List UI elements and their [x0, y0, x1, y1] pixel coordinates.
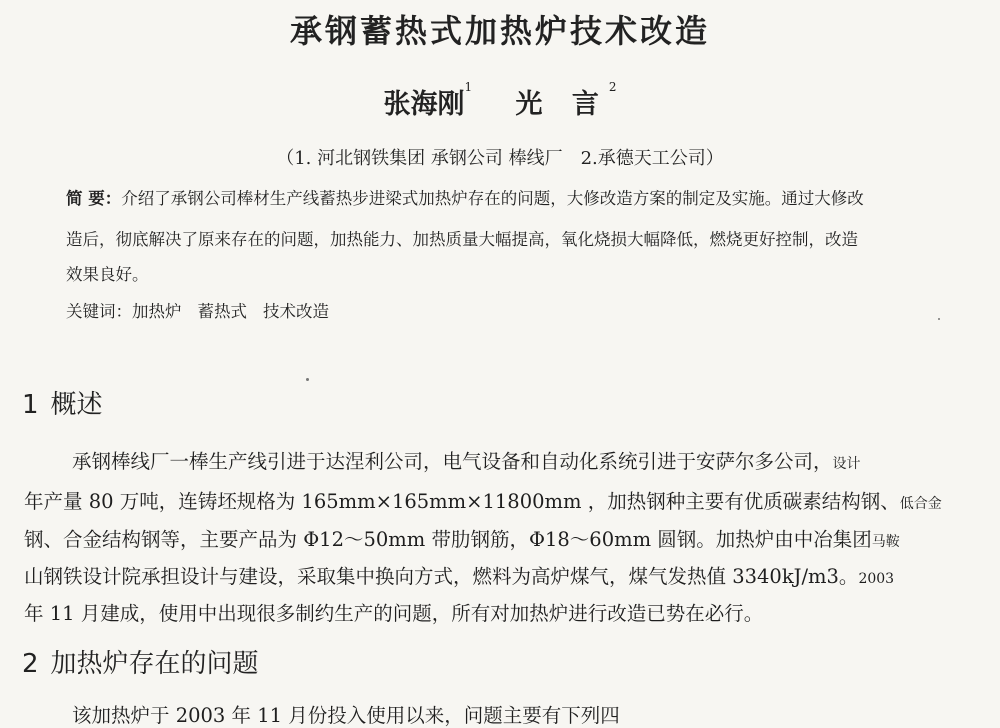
affiliation: （1. 河北钢铁集团 承钢公司 棒线厂 2.承德天工公司）: [276, 148, 724, 169]
keyword: 蓄热式: [197, 302, 247, 321]
abstract-line-1: 简 要：介绍了承钢公司棒材生产线蓄热步进梁式加热炉存在的问题，大修改造方案的制定及实施。通过大修改: [66, 189, 864, 208]
section1-line-5: 年 11 月建成，使用中出现很多制约生产的问题，所有对加热炉进行改造已势在必行。: [24, 602, 764, 625]
author-1: 张海刚$^1$: [383, 80, 473, 120]
section1-line-2: 年产量 80 万吨，连铸坯规格为 165mm×165mm×11800mm ，加热钢种主要有优质碳素结构钢、低合金: [24, 490, 942, 513]
section-heading-1: 1 概述: [22, 390, 103, 420]
keyword: 技术改造: [263, 302, 329, 321]
abstract-line-2: 造后，彻底解决了原来存在的问题，加热能力、加热质量大幅提高，氧化烧损大幅降低，燃烧更好控制，改造: [66, 230, 858, 249]
author-2: 光 言$^2$: [515, 80, 617, 120]
section1-line-1: 承钢棒线厂一棒生产线引进于达涅利公司，电气设备和自动化系统引进于安萨尔多公司，设计: [72, 450, 861, 473]
section-heading-2: 2 加热炉存在的问题: [22, 649, 259, 679]
abstract-label: 简 要：: [66, 189, 122, 208]
abstract-line-3: 效果良好。: [66, 265, 149, 284]
section1-line-3: 钢、合金结构钢等，主要产品为 Φ12～50mm 带肋钢筋，Φ18～60mm 圆钢。加热炉由中冶集团马鞍: [24, 528, 900, 551]
keywords-label: 关键词：: [66, 302, 132, 321]
section2-line-1-partial: 该加热炉于 2003 年 11 月份投入使用以来，问题主要有下列四: [72, 704, 620, 727]
scan-speck: [938, 318, 940, 320]
author-list: [0, 82, 1000, 121]
keyword: 加热炉: [132, 302, 182, 321]
keywords: [66, 298, 345, 322]
section1-line-4: 山钢铁设计院承担设计与建设，采取集中换向方式，燃料为高炉煤气，煤气发热值 3340kJ/m3。2003: [24, 565, 895, 588]
paper-title: 承钢蓄热式加热炉技术改造: [289, 12, 710, 50]
scan-speck: [306, 378, 309, 381]
